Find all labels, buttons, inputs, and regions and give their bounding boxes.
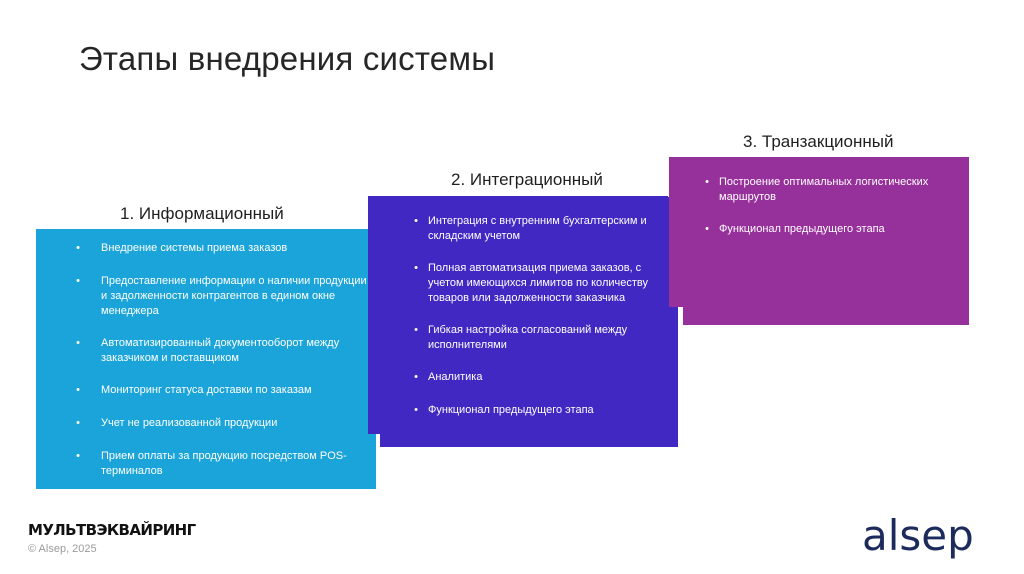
stage-card-2 — [380, 197, 678, 447]
stage-card-3 — [683, 157, 969, 325]
list-item-text: Учет не реализованной продукции — [101, 417, 278, 429]
list-item-text: Аналитика — [428, 371, 483, 383]
list-item: • Предоставление информации о наличии продукции и задолженности контрагентов в едином окне менеджера — [76, 275, 367, 317]
copyright-text: © Alsep, 2025 — [28, 543, 97, 555]
list-item-text: Предоставление информации о наличии продукции и задолженности контрагентов в едином окне менеджера — [101, 275, 367, 317]
list-item-text: Мониторинг статуса доставки по заказам — [101, 384, 312, 396]
stage-card-1 — [36, 229, 376, 489]
list-item-text: Интеграция с внутренним бухгалтерским и складским учетом — [428, 215, 647, 242]
stage-list-3 — [695, 175, 961, 237]
list-item: • Интеграция с внутренним бухгалтерским и складским учетом — [414, 215, 647, 242]
list-item: • Аналитика — [414, 371, 483, 383]
alsep-logo: alsep — [862, 511, 974, 560]
list-item-text: Полная автоматизация приема заказов, с учетом имеющихся лимитов по количеству товаров или задолженности заказчика — [428, 262, 648, 304]
list-item-text: Автоматизированный документооборот между заказчиком и поставщиком — [101, 337, 340, 364]
list-item: • Внедрение системы приема заказов — [76, 242, 288, 254]
stage-heading-2: 2. Интеграционный — [451, 170, 603, 189]
list-item: • Прием оплаты за продукцию посредством POS-терминалов — [76, 450, 347, 477]
list-item: • Полная автоматизация приема заказов, с учетом имеющихся лимитов по количеству товаров или задолженности заказчика — [414, 262, 648, 304]
stage-list-1 — [66, 241, 368, 479]
list-item-text: Внедрение системы приема заказов — [101, 242, 288, 254]
list-item: • Мониторинг статуса доставки по заказам — [76, 384, 312, 396]
list-item-text: Гибкая настройка согласований между исполнителями — [428, 324, 628, 351]
list-item: • Гибкая настройка согласований между исполнителями — [414, 324, 628, 351]
stage-heading-3: 3. Транзакционный — [743, 132, 894, 151]
list-item-text: Прием оплаты за продукцию посредством POS-терминалов — [101, 450, 347, 477]
list-item: • Построение оптимальных логистических маршрутов — [705, 176, 929, 203]
stage-list-2 — [404, 214, 668, 418]
list-item: • Функционал предыдущего этапа — [414, 404, 594, 416]
stage-heading-1: 1. Информационный — [120, 204, 284, 223]
list-item: • Функционал предыдущего этапа — [705, 223, 885, 235]
slide-title: Этапы внедрения системы — [79, 40, 496, 77]
list-item: • Учет не реализованной продукции — [76, 417, 278, 429]
list-item: • Автоматизированный документооборот между заказчиком и поставщиком — [76, 337, 340, 364]
list-item-text: Функционал предыдущего этапа — [428, 404, 594, 416]
list-item-text: Построение оптимальных логистических маршрутов — [719, 176, 929, 203]
brand-logo: МУЛЬТВЭКВАЙРИНГ — [28, 521, 196, 539]
list-item-text: Функционал предыдущего этапа — [719, 223, 885, 235]
